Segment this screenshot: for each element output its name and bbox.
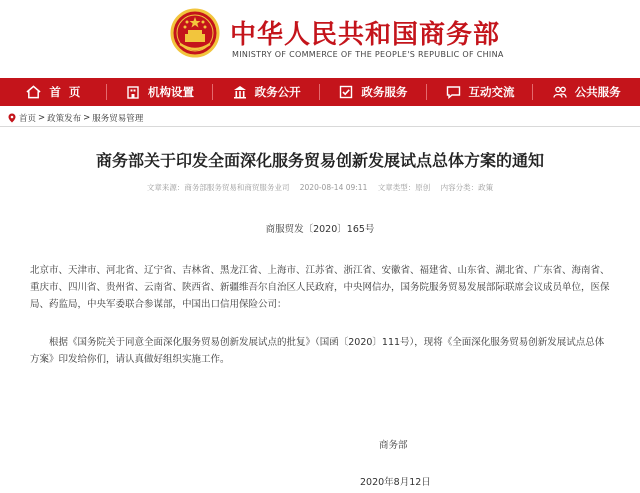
nav-label: 公共服务 — [574, 85, 621, 99]
service-icon — [339, 85, 353, 99]
nav-item-home[interactable] — [0, 78, 107, 106]
breadcrumb-policy-link[interactable]: 政策发布 — [47, 114, 82, 124]
national-emblem-icon[interactable] — [170, 8, 220, 58]
meta-date: 2020-08-14 09:11 — [299, 183, 368, 192]
chat-icon — [446, 85, 461, 99]
breadcrumb — [8, 112, 143, 124]
breadcrumb-separator: > — [38, 113, 46, 123]
article-title: 商务部关于印发全面深化服务贸易创新发展试点总体方案的通知 — [95, 151, 544, 170]
government-icon — [233, 85, 247, 99]
breadcrumb-divider — [0, 126, 640, 127]
nav-item-interaction[interactable] — [427, 78, 534, 106]
nav-label: 政务服务 — [361, 85, 408, 99]
nav-label: 互动交流 — [468, 85, 515, 99]
meta-category: 内容分类：政策 — [440, 183, 494, 192]
recipients-paragraph: 北京市、天津市、河北省、辽宁省、吉林省、黑龙江省、上海市、江苏省、浙江省、安徽省、福建省、山东省、湖北省、广东省、海南省、重庆市、四川省、贵州省、云南省、陕西省、新疆维吾尔自治区人民政府，中央网信办，国务院服务贸易发展部际联席会议成员单位，医保局、药监局，中央军委联合参谋部，中国出口信用保险公司： — [30, 265, 610, 310]
site-header — [0, 0, 640, 78]
nav-item-organization[interactable] — [107, 78, 214, 106]
nav-label: 首 页 — [49, 85, 81, 99]
meta-type: 文章类型：原创 — [377, 183, 431, 192]
site-title[interactable]: 中华人民共和国商务部 — [230, 20, 501, 50]
sign-date: 2020年8月12日 — [360, 477, 431, 488]
home-icon — [26, 85, 41, 99]
meta-source: 文章来源：商务部服务贸易和商贸服务业司 — [146, 183, 290, 192]
location-pin-icon — [8, 113, 16, 123]
nav-item-public-services[interactable] — [533, 78, 640, 106]
document-number: 商服贸发〔2020〕165号 — [265, 224, 375, 235]
site-subtitle: MINISTRY OF COMMERCE OF THE PEOPLE'S REPUBLIC OF CHINA — [232, 50, 504, 59]
nav-item-government-affairs[interactable] — [213, 78, 320, 106]
signer: 商务部 — [379, 440, 408, 451]
breadcrumb-separator: > — [83, 113, 91, 123]
main-nav — [0, 78, 640, 106]
breadcrumb-home-link[interactable]: 首页 — [19, 114, 37, 124]
nav-label: 政务公开 — [254, 85, 301, 99]
body-paragraph: 根据《国务院关于同意全面深化服务贸易创新发展试点的批复》（国函〔2020〕111号），现将《全面深化服务贸易创新发展试点总体方案》印发给你们，请认真做好组织实施工作。 — [30, 337, 605, 365]
public-service-icon — [553, 85, 567, 99]
nav-label: 机构设置 — [148, 85, 194, 99]
breadcrumb-trade-link[interactable]: 服务贸易管理 — [92, 114, 144, 124]
nav-item-services[interactable] — [320, 78, 427, 106]
article-meta — [0, 182, 640, 193]
building-icon — [126, 85, 140, 99]
